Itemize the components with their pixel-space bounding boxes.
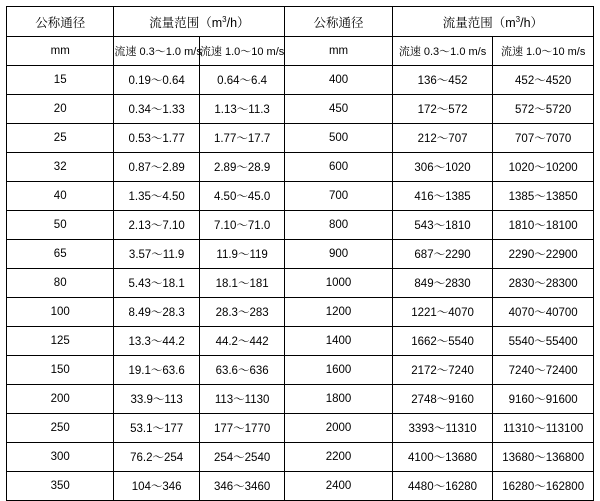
cell-flow-low-left: 2.13～7.10 xyxy=(114,211,199,240)
header-range-right-sup: 3 xyxy=(515,14,521,24)
cell-flow-low-right: 212～707 xyxy=(392,124,493,153)
header-unit-right: mm xyxy=(285,37,392,66)
cell-dn-right: 1000 xyxy=(285,269,392,298)
cell-flow-low-right: 416～1385 xyxy=(392,182,493,211)
cell-flow-low-right: 543～1810 xyxy=(392,211,493,240)
table-row xyxy=(7,182,594,211)
header-dn-right: 公称通径 xyxy=(285,7,392,37)
header-row-sub xyxy=(7,37,594,66)
header-range-right-post: /h） xyxy=(520,15,544,30)
cell-flow-low-right: 2172～7240 xyxy=(392,356,493,385)
cell-flow-high-right: 2290～22900 xyxy=(493,240,594,269)
cell-dn-left: 80 xyxy=(7,269,114,298)
cell-dn-left: 150 xyxy=(7,356,114,385)
cell-flow-low-left: 76.2～254 xyxy=(114,443,199,472)
cell-dn-right: 2000 xyxy=(285,414,392,443)
table-row xyxy=(7,414,594,443)
cell-flow-high-left: 113～1130 xyxy=(199,385,284,414)
header-range-right-pre: 流量范围（m xyxy=(442,15,516,30)
cell-dn-right: 1400 xyxy=(285,327,392,356)
cell-dn-left: 125 xyxy=(7,327,114,356)
cell-flow-low-right: 172～572 xyxy=(392,95,493,124)
cell-dn-left: 100 xyxy=(7,298,114,327)
cell-dn-left: 40 xyxy=(7,182,114,211)
cell-flow-high-left: 18.1～181 xyxy=(199,269,284,298)
header-range-left-sup: 3 xyxy=(222,14,227,24)
cell-flow-low-left: 8.49～28.3 xyxy=(114,298,199,327)
cell-flow-high-left: 28.3～283 xyxy=(199,298,284,327)
cell-flow-low-right: 1221～4070 xyxy=(392,298,493,327)
cell-flow-high-right: 707～7070 xyxy=(493,124,594,153)
cell-dn-right: 1600 xyxy=(285,356,392,385)
cell-flow-low-left: 0.53～1.77 xyxy=(114,124,199,153)
header-speed-high-right: 流速 1.0～10 m/s xyxy=(493,37,594,66)
cell-flow-high-left: 44.2～442 xyxy=(199,327,284,356)
cell-flow-low-left: 0.34～1.33 xyxy=(114,95,199,124)
cell-dn-left: 20 xyxy=(7,95,114,124)
table-row xyxy=(7,385,594,414)
table-row xyxy=(7,240,594,269)
cell-flow-low-right: 4480～16280 xyxy=(392,472,493,501)
table-row xyxy=(7,327,594,356)
cell-flow-high-left: 0.64～6.4 xyxy=(199,66,284,95)
cell-dn-right: 2200 xyxy=(285,443,392,472)
table-row xyxy=(7,443,594,472)
cell-flow-high-left: 7.10～71.0 xyxy=(199,211,284,240)
cell-flow-high-left: 1.77～17.7 xyxy=(199,124,284,153)
table-row xyxy=(7,66,594,95)
cell-dn-right: 600 xyxy=(285,153,392,182)
header-speed-low-left: 流速 0.3～1.0 m/s xyxy=(114,37,199,66)
cell-flow-low-right: 306～1020 xyxy=(392,153,493,182)
cell-flow-low-left: 0.87～2.89 xyxy=(114,153,199,182)
cell-flow-high-right: 16280～162800 xyxy=(493,472,594,501)
cell-flow-high-right: 1385～13850 xyxy=(493,182,594,211)
cell-dn-left: 65 xyxy=(7,240,114,269)
cell-flow-low-left: 19.1～63.6 xyxy=(114,356,199,385)
cell-flow-high-right: 13680～136800 xyxy=(493,443,594,472)
cell-flow-high-left: 177～1770 xyxy=(199,414,284,443)
header-dn-left: 公称通径 xyxy=(7,7,114,37)
cell-flow-low-left: 104～346 xyxy=(114,472,199,501)
cell-flow-low-left: 1.35～4.50 xyxy=(114,182,199,211)
cell-flow-high-right: 572～5720 xyxy=(493,95,594,124)
cell-dn-left: 250 xyxy=(7,414,114,443)
table-row xyxy=(7,95,594,124)
cell-dn-left: 32 xyxy=(7,153,114,182)
cell-flow-low-right: 3393～11310 xyxy=(392,414,493,443)
table-body xyxy=(7,66,594,501)
cell-flow-high-left: 2.89～28.9 xyxy=(199,153,284,182)
table-head xyxy=(7,7,594,66)
table-row xyxy=(7,124,594,153)
cell-flow-high-left: 1.13～11.3 xyxy=(199,95,284,124)
cell-dn-left: 350 xyxy=(7,472,114,501)
cell-dn-right: 400 xyxy=(285,66,392,95)
cell-flow-high-right: 7240～72400 xyxy=(493,356,594,385)
cell-flow-low-left: 5.43～18.1 xyxy=(114,269,199,298)
cell-flow-low-right: 1662～5540 xyxy=(392,327,493,356)
cell-dn-right: 1800 xyxy=(285,385,392,414)
cell-flow-low-right: 4100～13680 xyxy=(392,443,493,472)
cell-flow-high-left: 63.6～636 xyxy=(199,356,284,385)
table-row xyxy=(7,472,594,501)
cell-flow-low-left: 33.9～113 xyxy=(114,385,199,414)
table-row xyxy=(7,356,594,385)
header-range-left-pre: 流量范围（m xyxy=(149,15,223,30)
cell-flow-high-left: 11.9～119 xyxy=(199,240,284,269)
cell-dn-right: 900 xyxy=(285,240,392,269)
header-speed-low-right: 流速 0.3～1.0 m/s xyxy=(392,37,493,66)
cell-dn-right: 500 xyxy=(285,124,392,153)
cell-flow-low-left: 0.19～0.64 xyxy=(114,66,199,95)
cell-dn-right: 2400 xyxy=(285,472,392,501)
cell-dn-left: 25 xyxy=(7,124,114,153)
header-speed-high-left: 流速 1.0～10 m/s xyxy=(199,37,284,66)
cell-flow-high-right: 11310～113100 xyxy=(493,414,594,443)
cell-dn-right: 800 xyxy=(285,211,392,240)
table-row xyxy=(7,269,594,298)
cell-dn-left: 50 xyxy=(7,211,114,240)
header-range-right xyxy=(392,7,593,37)
header-range-left xyxy=(114,7,285,37)
cell-flow-low-right: 2748～9160 xyxy=(392,385,493,414)
cell-flow-low-left: 53.1～177 xyxy=(114,414,199,443)
cell-flow-low-left: 13.3～44.2 xyxy=(114,327,199,356)
cell-dn-right: 450 xyxy=(285,95,392,124)
table-row xyxy=(7,298,594,327)
cell-flow-low-right: 136～452 xyxy=(392,66,493,95)
cell-flow-low-left: 3.57～11.9 xyxy=(114,240,199,269)
cell-flow-high-right: 1810～18100 xyxy=(493,211,594,240)
cell-dn-left: 15 xyxy=(7,66,114,95)
header-row-main xyxy=(7,7,594,37)
cell-flow-high-left: 254～2540 xyxy=(199,443,284,472)
cell-flow-high-right: 9160～91600 xyxy=(493,385,594,414)
table-row xyxy=(7,211,594,240)
cell-flow-high-right: 452～4520 xyxy=(493,66,594,95)
cell-flow-low-right: 849～2830 xyxy=(392,269,493,298)
cell-flow-high-left: 346～3460 xyxy=(199,472,284,501)
cell-flow-high-right: 5540～55400 xyxy=(493,327,594,356)
cell-flow-low-right: 687～2290 xyxy=(392,240,493,269)
cell-dn-left: 300 xyxy=(7,443,114,472)
cell-flow-high-left: 4.50～45.0 xyxy=(199,182,284,211)
cell-flow-high-right: 1020～10200 xyxy=(493,153,594,182)
header-unit-left: mm xyxy=(7,37,114,66)
table-row xyxy=(7,153,594,182)
cell-dn-right: 1200 xyxy=(285,298,392,327)
cell-flow-high-right: 4070～40700 xyxy=(493,298,594,327)
cell-dn-right: 700 xyxy=(285,182,392,211)
header-range-left-post: /h） xyxy=(226,15,250,30)
flow-range-table xyxy=(6,6,594,501)
cell-flow-high-right: 2830～28300 xyxy=(493,269,594,298)
cell-dn-left: 200 xyxy=(7,385,114,414)
